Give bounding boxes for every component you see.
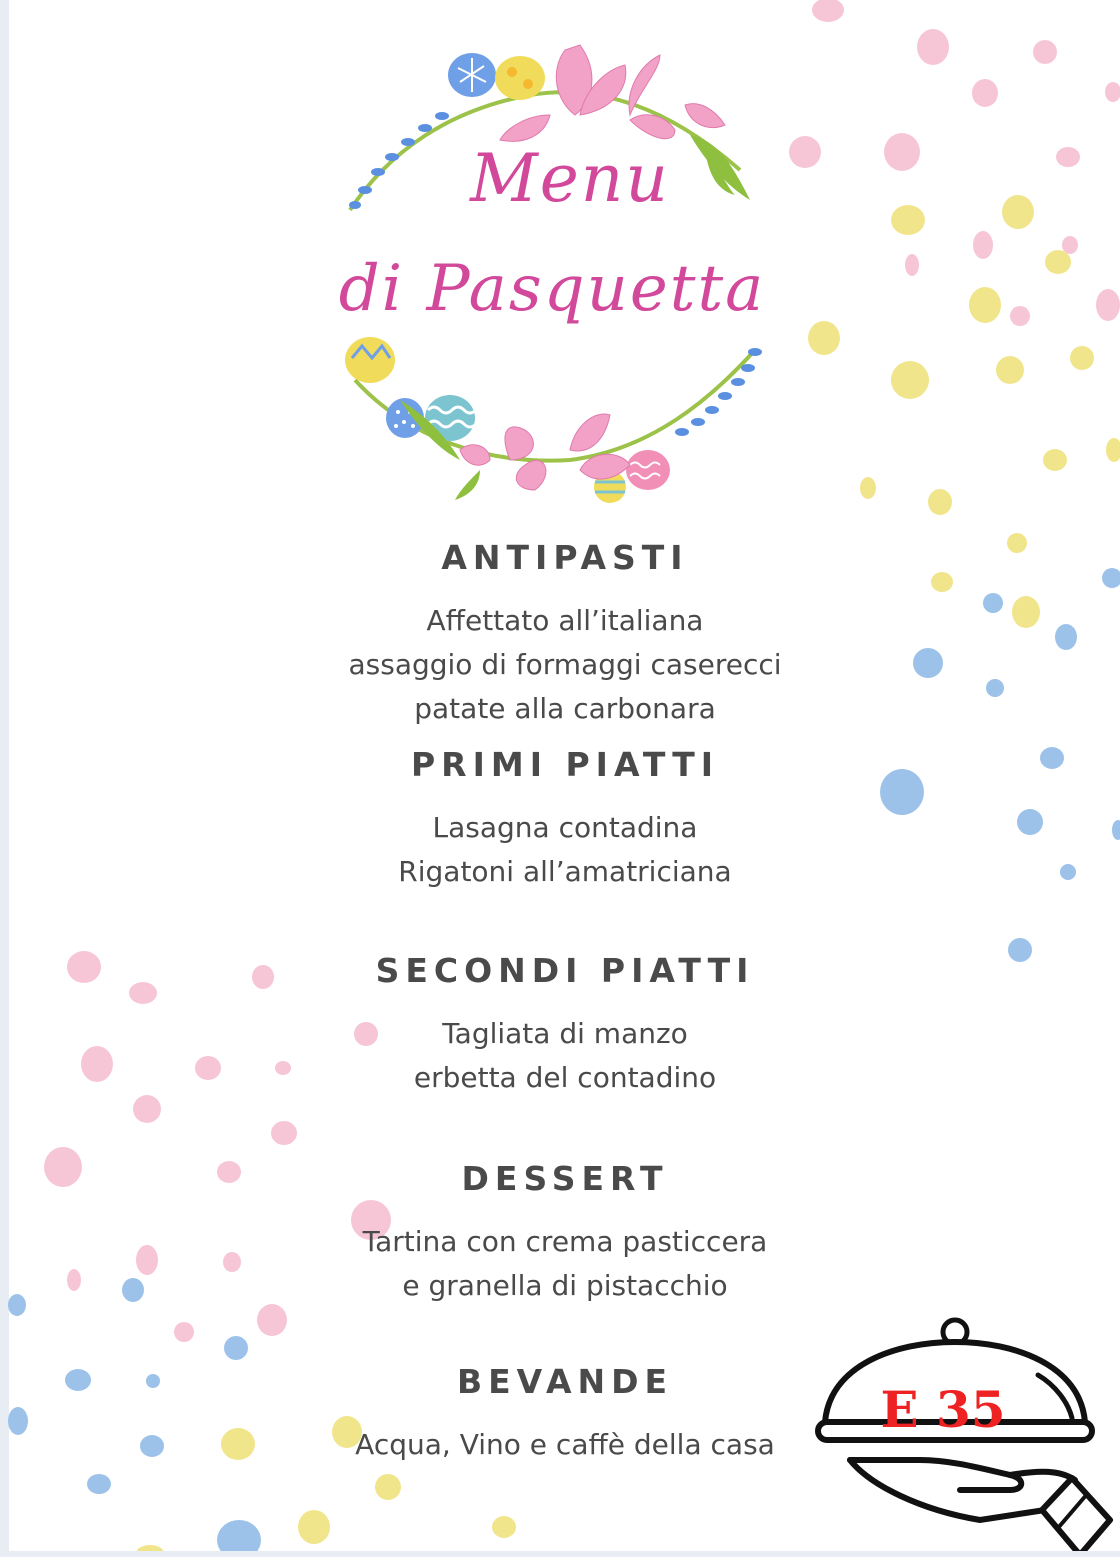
confetti-dot — [492, 1516, 516, 1538]
confetti-dot — [1008, 938, 1032, 962]
confetti-dot — [1070, 346, 1094, 370]
confetti-dot — [1096, 289, 1120, 321]
section-heading: SECONDI PIATTI — [375, 951, 755, 990]
confetti-dot — [860, 477, 876, 499]
confetti-dot — [928, 489, 952, 515]
confetti-dot — [1040, 747, 1064, 769]
menu-item: Tagliata di manzo — [442, 1017, 688, 1050]
section-heading: PRIMI PIATTI — [411, 745, 719, 784]
menu-item: Lasagna contadina — [432, 811, 698, 844]
confetti-dot — [983, 593, 1003, 613]
confetti-dot — [1055, 624, 1077, 650]
easter-egg-icon — [448, 53, 496, 97]
confetti-dot — [1112, 820, 1120, 840]
page-edge-bottom — [0, 1551, 1120, 1557]
easter-egg-icon — [626, 450, 670, 490]
menu-item: patate alla carbonara — [414, 692, 716, 725]
confetti-dot — [146, 1374, 160, 1388]
confetti-dot — [81, 1046, 113, 1082]
confetti-dot — [1002, 195, 1034, 229]
confetti-dot — [8, 1407, 28, 1435]
confetti-dot — [917, 29, 949, 65]
confetti-dot — [1062, 236, 1078, 254]
confetti-dot — [1007, 533, 1027, 553]
confetti-dot — [223, 1252, 241, 1272]
easter-egg-icon — [345, 337, 395, 383]
easter-egg-icon — [495, 56, 545, 100]
confetti-dot — [905, 254, 919, 276]
confetti-dot — [65, 1369, 91, 1391]
confetti-dot — [1056, 147, 1080, 167]
menu-item: e granella di pistacchio — [402, 1269, 728, 1302]
confetti-dot — [808, 321, 840, 355]
price-label: E 35 — [880, 1380, 1006, 1439]
confetti-dot — [136, 1245, 158, 1275]
confetti-dot — [174, 1322, 194, 1342]
section-bevande — [300, 1362, 830, 1467]
confetti-dot — [880, 769, 924, 815]
menu-subtitle: di Pasquetta — [338, 252, 766, 326]
confetti-dot — [298, 1510, 330, 1544]
confetti-dot — [8, 1294, 26, 1316]
menu-title: Menu — [470, 140, 670, 217]
confetti-dot — [1017, 809, 1043, 835]
confetti-dot — [217, 1161, 241, 1183]
section-heading: BEVANDE — [456, 1362, 674, 1401]
confetti-dot — [133, 1095, 161, 1123]
confetti-dot — [221, 1428, 255, 1460]
serving-hand-icon — [850, 1460, 1110, 1555]
menu-item: Affettato all’italiana — [426, 604, 704, 637]
confetti-dot — [891, 205, 925, 235]
confetti-dot — [67, 1269, 81, 1291]
confetti-dot — [129, 982, 157, 1004]
confetti-dot — [1012, 596, 1040, 628]
menu-item: Tartina con crema pasticcera — [362, 1225, 768, 1258]
section-heading: ANTIPASTI — [441, 538, 689, 577]
section-primi-piatti — [300, 745, 830, 894]
confetti-dot — [271, 1121, 297, 1145]
section-antipasti — [300, 538, 830, 731]
confetti-dot — [252, 965, 274, 989]
confetti-dot — [969, 287, 1001, 323]
confetti-dot — [140, 1435, 164, 1457]
confetti-dot — [195, 1056, 221, 1080]
confetti-dot — [1043, 449, 1067, 471]
confetti-dot — [87, 1474, 111, 1494]
confetti-dot — [973, 231, 993, 259]
confetti-dot — [275, 1061, 291, 1075]
confetti-dot — [375, 1474, 401, 1500]
confetti-dot — [1010, 306, 1030, 326]
section-dessert — [300, 1159, 830, 1308]
confetti-dot — [257, 1304, 287, 1336]
section-heading: DESSERT — [461, 1159, 669, 1198]
confetti-dot — [1060, 864, 1076, 880]
confetti-dot — [224, 1336, 248, 1360]
confetti-dot — [891, 361, 929, 399]
confetti-dot — [884, 133, 920, 171]
confetti-dot — [44, 1147, 82, 1187]
menu-item: assaggio di formaggi caserecci — [348, 648, 782, 681]
menu-item: Rigatoni all’amatriciana — [398, 855, 732, 888]
menu-item: erbetta del contadino — [413, 1061, 717, 1094]
confetti-dot — [1033, 40, 1057, 64]
confetti-dot — [996, 356, 1024, 384]
section-secondi-piatti — [300, 951, 830, 1100]
confetti-dot — [986, 679, 1004, 697]
confetti-dot — [67, 951, 101, 983]
confetti-dot — [913, 648, 943, 678]
confetti-dot — [1106, 438, 1120, 462]
menu-item: Acqua, Vino e caffè della casa — [355, 1428, 775, 1461]
confetti-dot — [1102, 568, 1120, 588]
confetti-dot — [1045, 250, 1071, 274]
confetti-dot — [1105, 82, 1120, 102]
confetti-dot — [122, 1278, 144, 1302]
confetti-dot — [931, 572, 953, 592]
confetti-dot — [972, 79, 998, 107]
confetti-dot — [812, 0, 844, 22]
